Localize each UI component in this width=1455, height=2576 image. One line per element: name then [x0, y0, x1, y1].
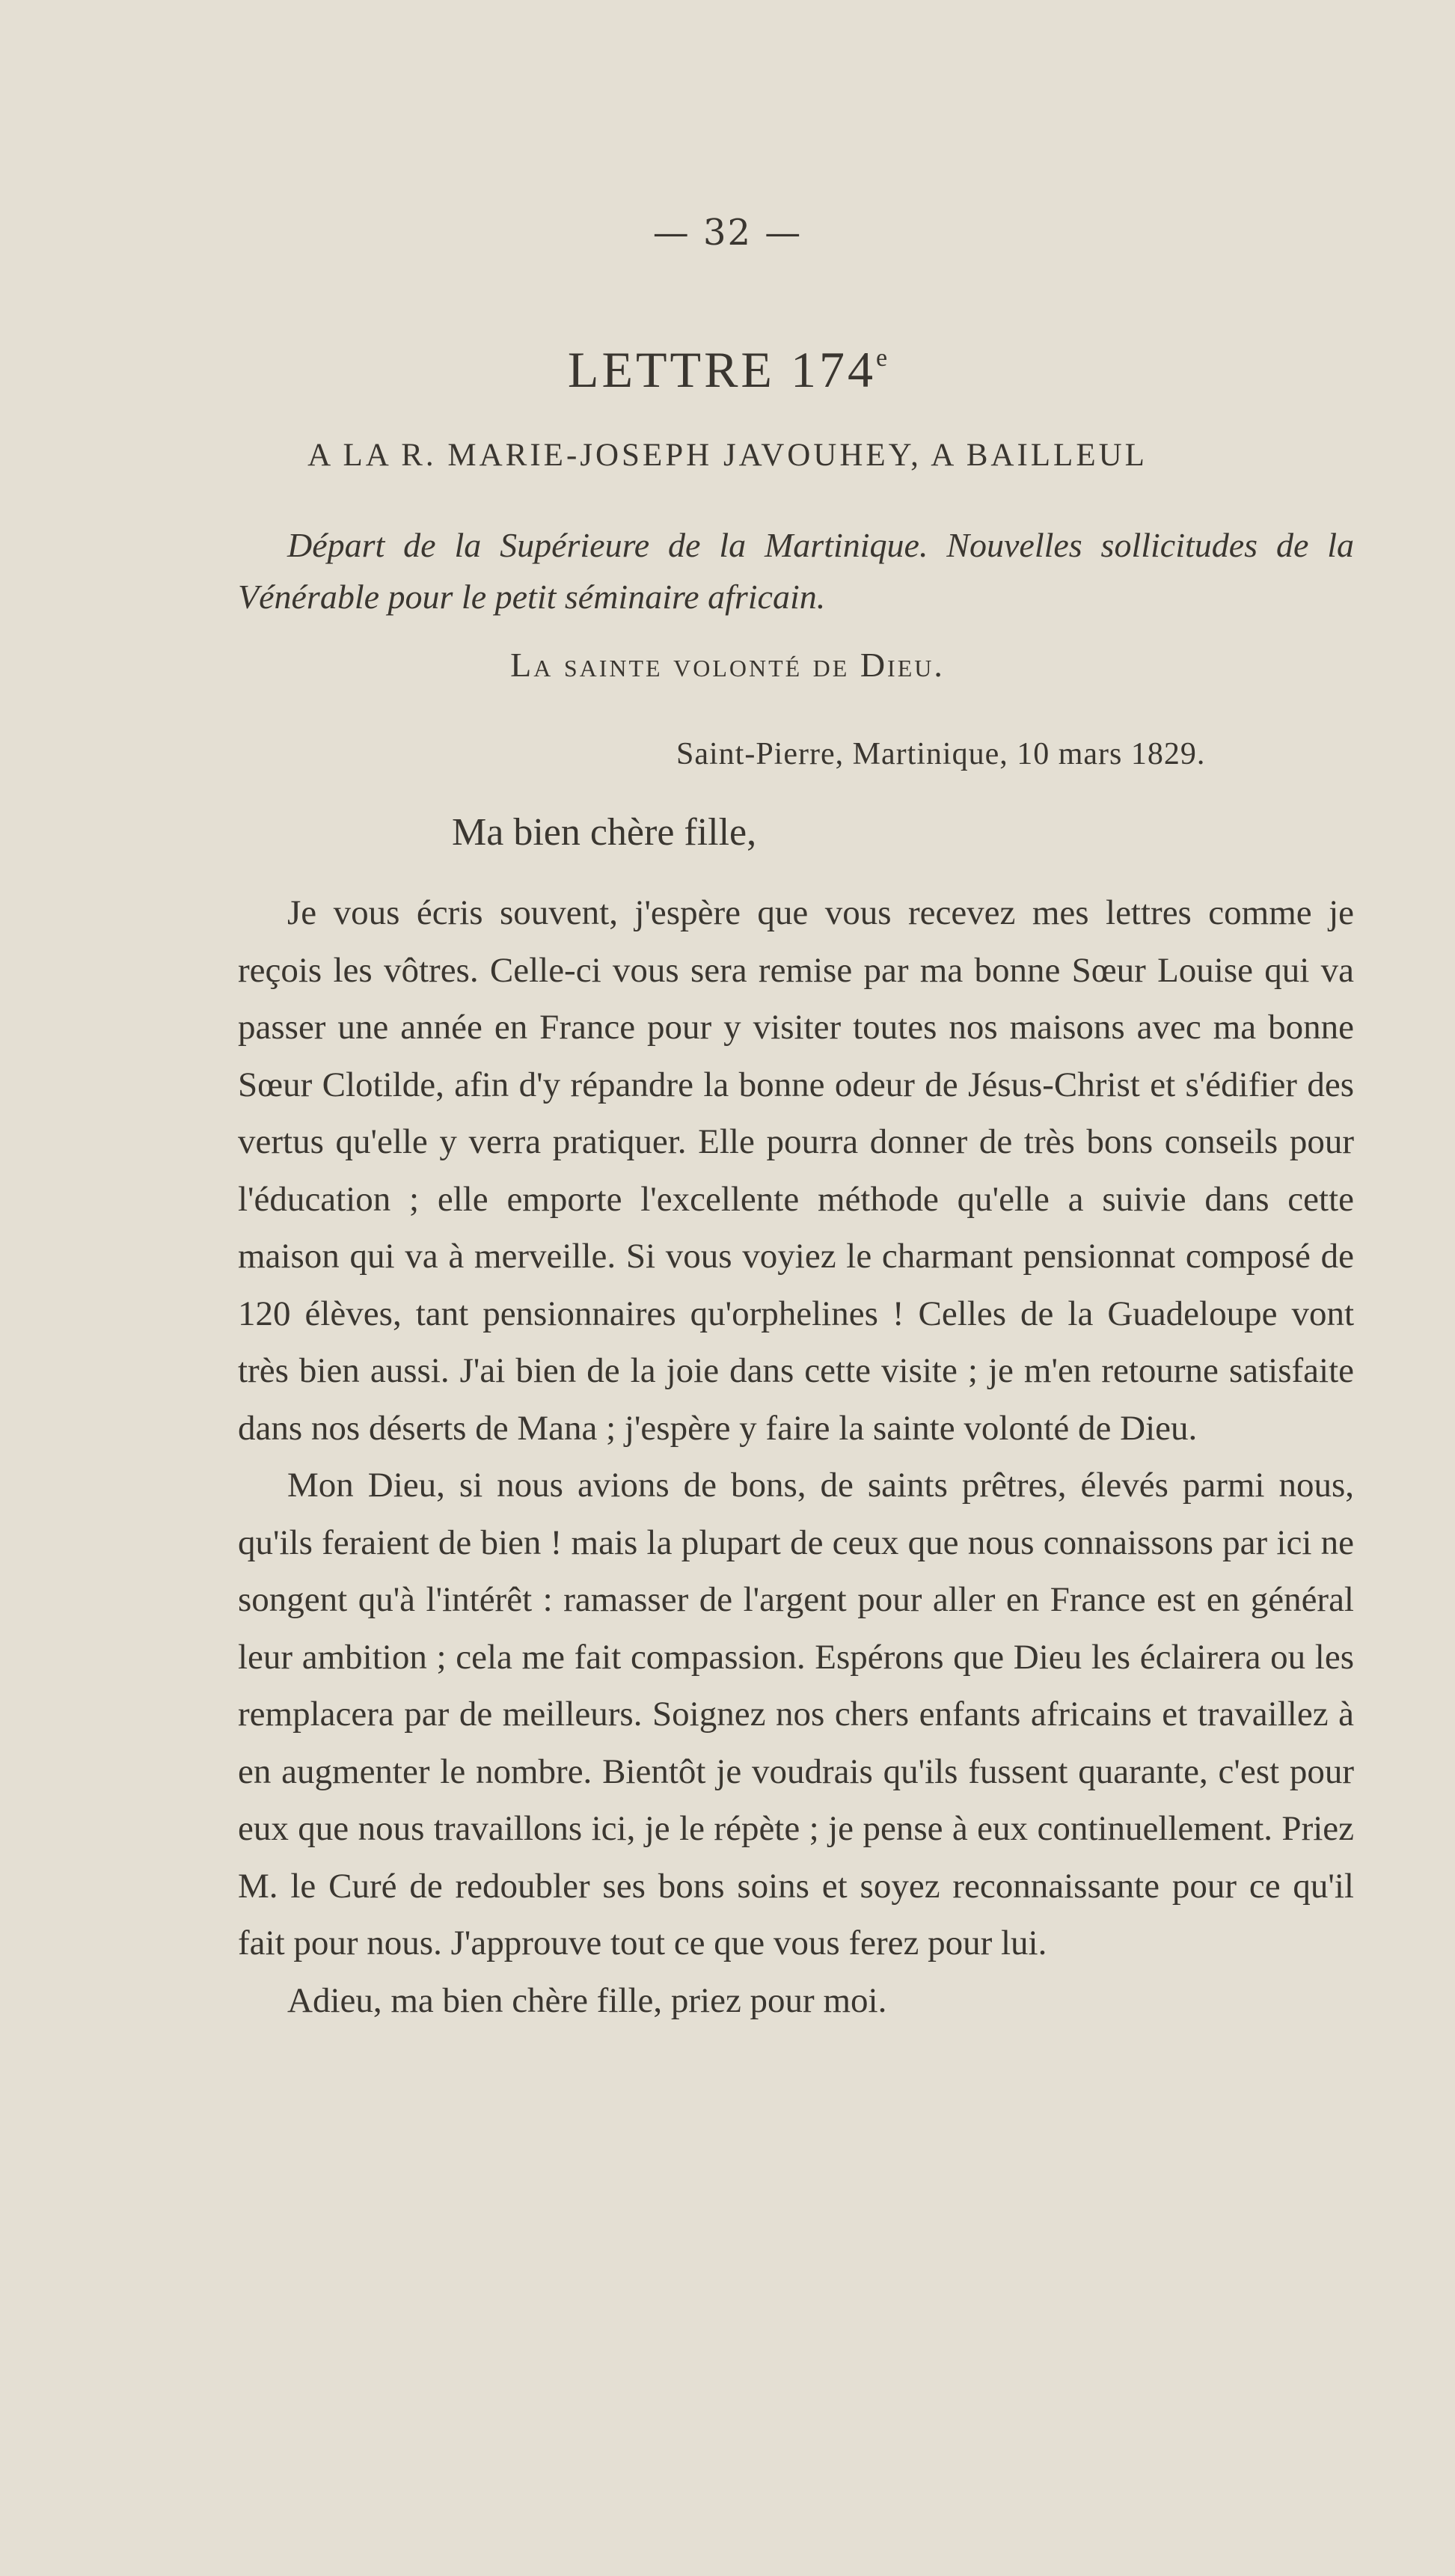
closing-paragraph: Adieu, ma bien chère fille, priez pour moi.: [287, 1980, 887, 2020]
page-number: — 32 —: [652, 212, 803, 254]
recipient-line: A LA R. MARIE-JOSEPH JAVOUHEY, A BAILLEUL: [307, 438, 1148, 473]
letter-title-superscript: e: [875, 344, 888, 372]
letter-summary: Départ de la Supérieure de la Martinique. Nouvelles sollicitudes de la Vénérable pour le petit séminaire africain.: [238, 526, 1354, 616]
letter-title: [0, 340, 1455, 400]
place-date: Saint-Pierre, Martinique, 10 mars 1829.: [676, 737, 1206, 771]
body-paragraph: Je vous écris souvent, j'espère que vous recevez mes lettres comme je reçois les vôtres. Celle-ci vous sera remise par ma bonne Sœur Louise qui va passer une année en France pour y visiter toutes nos maisons avec ma bonne Sœur Clotilde, afin d'y répandre la bonne odeur de Jésus-Christ et s'édifier des vertus qu'elle y verra pratiquer. Elle pourra donner de très bons conseils pour l'éducation ; elle emporte l'excellente méthode qu'elle a suivie dans cette maison qui va à merveille. Si vous voyiez le charmant pensionnat composé de 120 élèves, tant pensionnaires qu'orphelines ! Celles de la Guadeloupe vont très bien aussi. J'ai bien de la joie dans cette visite ; je m'en retourne satisfaite dans nos déserts de Mana ; j'espère y faire la sainte volonté de Dieu.: [238, 893, 1354, 1448]
letter-title-main: LETTRE 174: [567, 341, 876, 398]
salutation: Ma bien chère fille,: [452, 811, 757, 854]
body-paragraph: Mon Dieu, si nous avions de bons, de saints prêtres, élevés parmi nous, qu'ils feraient de bien ! mais la plupart de ceux que nous connaissons par ici ne songent qu'à l'intérêt : ramasser de l'argent pour aller en France est en général leur ambition ; cela me fait compassion. Espérons que Dieu les éclairera ou les remplacera par de meilleurs. Soignez nos chers enfants africains et travaillez à en augmenter le nombre. Bientôt je voudrais qu'ils fussent quarante, c'est pour eux que nous travaillons ici, je le répète ; je pense à eux continuellement. Priez M. le Curé de redoubler ses bons soins et soyez reconnaissante pour ce qu'il fait pour nous. J'approuve tout ce que vous ferez pour lui.: [238, 1466, 1354, 1962]
letter-body: [238, 884, 1354, 2029]
invocation: La sainte volonté de Dieu.: [510, 646, 945, 684]
